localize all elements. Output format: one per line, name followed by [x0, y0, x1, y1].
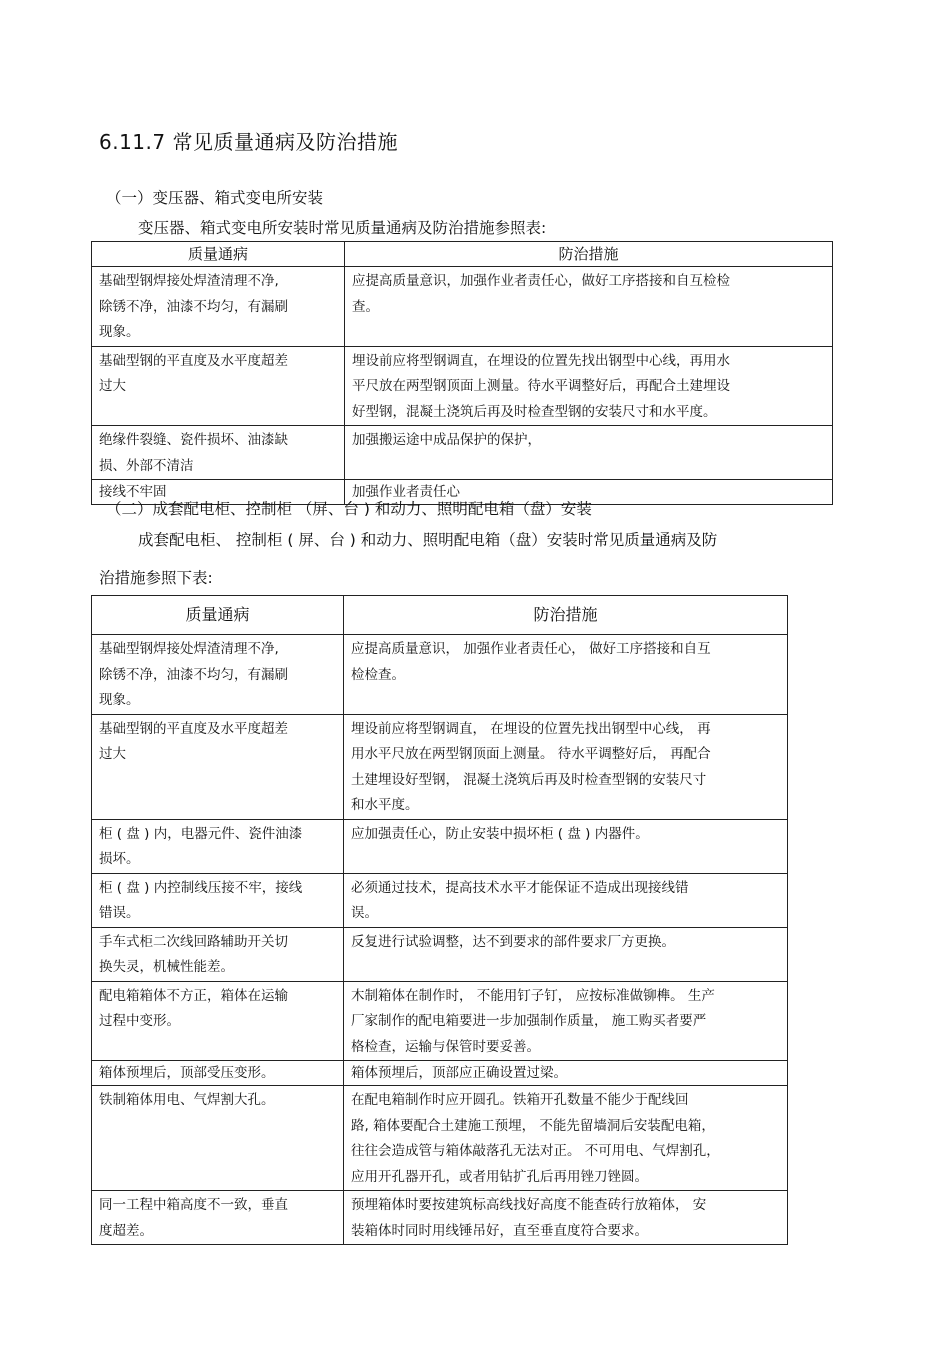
cell-line: 应提高质量意识， 加强作业者责任心， 做好工序搭接和自互: [351, 641, 711, 657]
cell-line: 平尺放在两型钢顶面上测量。待水平调整好后，再配合土建埋设: [352, 378, 730, 394]
defect-cell: [92, 927, 344, 981]
defect-cell: [92, 635, 344, 715]
table-row: [92, 819, 788, 873]
defect-cell: [92, 873, 344, 927]
cell-line: 用水平尺放在两型钢顶面上测量。 待水平调整好后， 再配合: [351, 746, 711, 762]
page-heading: 6.11.7 常见质量通病及防治措施: [99, 130, 398, 154]
cell-line: 加强作业者责任心: [352, 484, 460, 500]
cell-line: 应提高质量意识，加强作业者责任心，做好工序搭接和自互检检: [352, 273, 730, 289]
column-header-measure: 防治措施: [344, 596, 788, 635]
measure-cell: [344, 714, 788, 819]
section1-title: （一）变压器、箱式变电所安装: [106, 189, 324, 207]
cell-line: 现象。: [99, 692, 140, 708]
cell-line: 查。: [352, 298, 379, 315]
cell-line: 误。: [351, 905, 378, 921]
measure-cell: [344, 981, 788, 1061]
table-row: [92, 426, 833, 480]
cell-line: 配电箱箱体不方正，箱体在运输: [99, 987, 288, 1004]
table-row: [92, 267, 833, 347]
cell-line: 除锈不净，油漆不均匀，有漏刷: [99, 666, 288, 683]
table-row: [92, 1061, 788, 1086]
cell-line: 检检查。: [351, 666, 405, 683]
section2-intro-line1: 成套配电柜、 控制柜 ( 屏、台 ) 和动力、照明配电箱（盘）安装时常见质量通病及防: [138, 531, 718, 549]
cell-line: 柜 ( 盘 ) 内，电器元件、瓷件油漆: [99, 825, 303, 842]
cell-line: 好型钢，混凝土浇筑后再及时检查型钢的安装尺寸和水平度。: [352, 403, 717, 420]
measure-cell: [344, 1086, 788, 1191]
defect-cell: [92, 346, 345, 426]
cell-line: 埋设前应将型钢调直，在埋设的位置先找出钢型中心线，再用水: [352, 352, 730, 369]
defect-cell: [92, 1061, 344, 1086]
table-header-row: [92, 242, 833, 267]
cell-line: 埋设前应将型钢调直， 在埋设的位置先找出钢型中心线， 再: [351, 720, 711, 737]
cell-line: 损、外部不清洁: [99, 457, 194, 474]
cell-line: 加强搬运途中成品保护的保护，: [352, 432, 541, 448]
cell-line: 预埋箱体时要按建筑标高线找好高度不能查砖行放箱体， 安: [351, 1197, 707, 1213]
table-row: [92, 714, 788, 819]
cell-line: 现象。: [99, 324, 140, 340]
defect-cell: [92, 426, 345, 480]
table-row: [92, 873, 788, 927]
cell-line: 基础型钢焊接处焊渣清理不净,: [99, 273, 279, 289]
table-row: [92, 346, 833, 426]
cell-line: 格检查，运输与保管时要妥善。: [351, 1038, 540, 1055]
cell-line: 铁制箱体用电、气焊割大孔。: [99, 1092, 275, 1108]
cell-line: 基础型钢焊接处焊渣清理不净,: [99, 641, 279, 657]
defect-cell: [92, 981, 344, 1061]
table-row: [92, 1191, 788, 1245]
cell-line: 基础型钢的平直度及水平度超差: [99, 352, 288, 369]
cell-line: 木制箱体在制作时， 不能用钉子钉， 应按标准做铆榫。 生产: [351, 987, 715, 1004]
cell-line: 土建埋设好型钢， 混凝土浇筑后再及时检查型钢的安装尺寸: [351, 771, 707, 788]
table-header-row: [92, 596, 788, 635]
cell-line: 手车式柜二次线回路辅助开关切: [99, 933, 288, 950]
cell-line: 同一工程中箱高度不一致，垂直: [99, 1197, 288, 1213]
defect-cell: [92, 819, 344, 873]
column-header-defect: 质量通病: [92, 242, 345, 267]
cell-line: 接线不牢固: [99, 484, 167, 500]
measure-cell: [344, 1191, 788, 1245]
cell-line: 和水平度。: [351, 797, 419, 813]
measure-cell: [344, 635, 788, 715]
cell-line: 路, 箱体要配合土建施工预埋， 不能先留墙洞后安装配电箱，: [351, 1117, 715, 1134]
cell-line: 在配电箱制作时应开圆孔。铁箱开孔数量不能少于配线回: [351, 1092, 689, 1108]
cell-line: 箱体预埋后，顶部应正确设置过梁。: [351, 1065, 567, 1081]
section1-intro: 变压器、箱式变电所安装时常见质量通病及防治措施参照表:: [138, 219, 547, 237]
cell-line: 过大: [99, 746, 126, 762]
measure-cell: [344, 819, 788, 873]
table-switchgear-defects: [91, 595, 788, 1245]
cell-line: 损坏。: [99, 851, 140, 867]
cell-line: 绝缘件裂缝、瓷件损坏、油漆缺: [99, 432, 288, 448]
cell-line: 过大: [99, 378, 126, 394]
cell-line: 装箱体时同时用线锤吊好，直至垂直度符合要求。: [351, 1222, 648, 1239]
section2-intro-line2: 治措施参照下表:: [99, 569, 213, 587]
cell-line: 箱体预埋后，顶部受压变形。: [99, 1065, 275, 1081]
table-row: [92, 927, 788, 981]
cell-line: 厂家制作的配电箱要进一步加强制作质量， 施工购买者要严: [351, 1013, 707, 1029]
table-row: [92, 981, 788, 1061]
cell-line: 过程中变形。: [99, 1013, 180, 1029]
table-transformer-defects: [91, 241, 833, 505]
cell-line: 往往会造成管与箱体敲落孔无法对正。 不可用电、气焊割孔，: [351, 1143, 720, 1159]
defect-cell: [92, 1191, 344, 1245]
measure-cell: [344, 1061, 788, 1086]
measure-cell: [344, 927, 788, 981]
section2-title: （二）成套配电柜、控制柜 （屏、台 ) 和动力、照明配电箱（盘）安装: [106, 500, 592, 518]
table-row: [92, 1086, 788, 1191]
defect-cell: [92, 267, 345, 347]
cell-line: 错误。: [99, 905, 140, 921]
cell-line: 应用开孔器开孔，或者用钻扩孔后再用锉刀锉圆。: [351, 1168, 648, 1185]
cell-line: 度超差。: [99, 1222, 153, 1239]
column-header-measure: 防治措施: [345, 242, 833, 267]
table-row: [92, 635, 788, 715]
cell-line: 柜 ( 盘 ) 内控制线压接不牢，接线: [99, 879, 303, 896]
cell-line: 必须通过技术，提高技术水平才能保证不造成出现接线错: [351, 879, 689, 896]
column-header-defect: 质量通病: [92, 596, 344, 635]
measure-cell: [345, 426, 833, 480]
measure-cell: [345, 267, 833, 347]
defect-cell: [92, 1086, 344, 1191]
cell-line: 除锈不净，油漆不均匀，有漏刷: [99, 298, 288, 315]
cell-line: 反复进行试验调整，达不到要求的部件要求厂方更换。: [351, 933, 675, 950]
cell-line: 基础型钢的平直度及水平度超差: [99, 720, 288, 737]
measure-cell: [345, 346, 833, 426]
defect-cell: [92, 714, 344, 819]
measure-cell: [344, 873, 788, 927]
cell-line: 换失灵，机械性能差。: [99, 959, 234, 975]
cell-line: 应加强责任心，防止安装中损坏柜 ( 盘 ) 内器件。: [351, 825, 649, 842]
